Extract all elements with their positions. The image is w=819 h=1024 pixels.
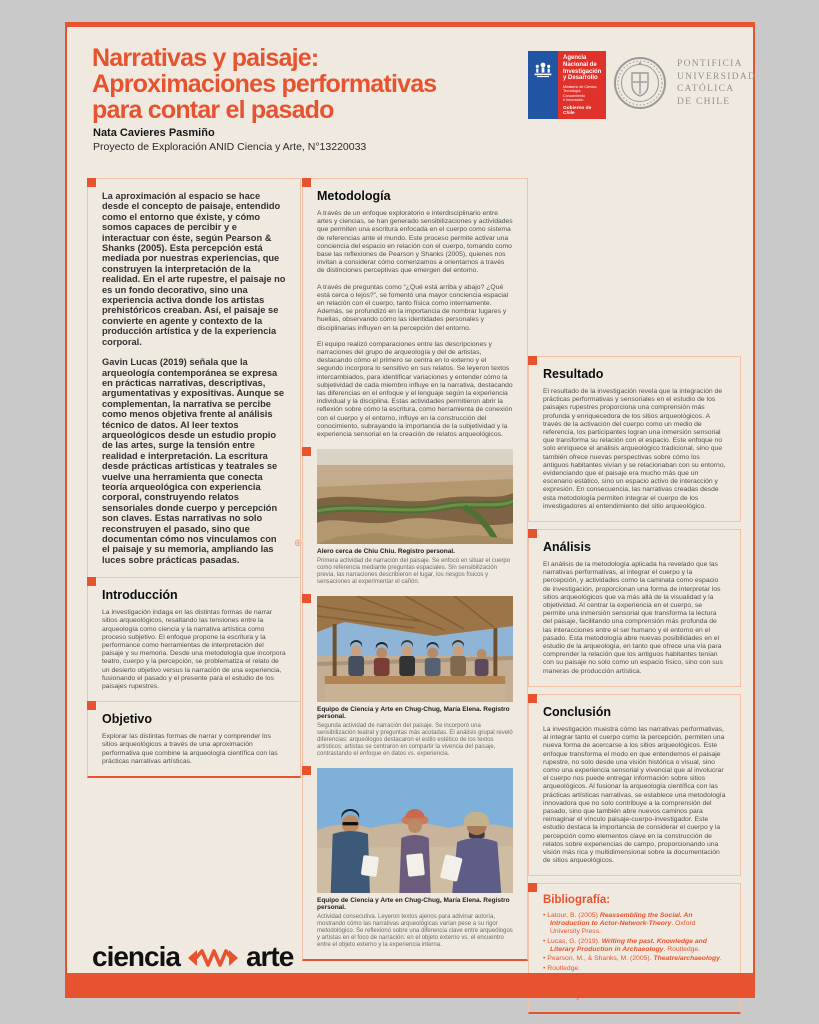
section-analisis bbox=[528, 529, 741, 687]
uc-logo bbox=[612, 55, 756, 111]
bibliography-item bbox=[543, 955, 726, 963]
project-id: Proyecto de Exploración ANID Ciencia y Arte, N°13220033 bbox=[93, 141, 367, 153]
figure-description: Primera actividad de narración del paisaje. Se enfocó en situar el cuerpo como referencia mediante preguntas espaciales. Sin sensibilización previa, las narraciones describieron el lugar, los riesgos físicos y sensaciones al experimentar el cañón. bbox=[317, 558, 511, 586]
bibliography-item bbox=[543, 965, 726, 973]
bib-pre: Pearson, M., & Shanks, M. (2005). bbox=[547, 955, 654, 963]
right-column bbox=[528, 178, 741, 1021]
anid-agency-line: y Desarrollo bbox=[563, 75, 598, 82]
photo-shelter-illustration bbox=[317, 596, 513, 702]
section-body: El resultado de la investigación revela que la integración de prácticas performativas y sensoriales en el estudio de los paisajes rupestres proporciona una comprensión más profunda y enriquecedora de los sitios arqueológicos. A través de la activación del cuerpo como un medio de referencia, los participantes logran una inmersión sensorial que transforma su relación con el espacio. Este enfoque no solo enriquece el análisis arqueológico tradicional, sino que también ofrece nuevas perspectivas sobre cómo los antiguos habitantes vivían y se relacionaban con su entorno, evidenciando que el paisaje era mucho más que un escenario estático, sino un espacio activo de interacción y expresión. En consecuencia, las narrativas creadas desde esta metodología permiten integrar el cuerpo de los investigadores al entendimiento del sitio arqueológico. bbox=[543, 388, 726, 510]
anid-ministry-line: e Innovación bbox=[563, 97, 584, 102]
figure-caption: Equipo de Ciencia y Arte en Chug-Chug, María Elena. Registro personal. bbox=[317, 897, 510, 912]
abstract-paragraph-2: Gavin Lucas (2019) señala que la arqueología contemporánea se expresa en prácticas narrativas, descriptivas, argumentativas y expositivas. Aunque se complementan, la narrativa se percibe como menos objetiva frente al análisis técnico de datos. Al leer textos arqueológicos desde un estudio propio de las artes, surge la tensión entre realidad e interpretación. La escritura desde prácticas artísticas y teatrales se vuelve una herramienta que conecta teoría arqueológica con experiencia corporal, construyendo relatos sensoriales donde cuerpo y percepción son claves. Estas narrativas no solo reconstruyen el pasado, sino que documentan cómo nos vinculamos con el paisaje y su memoria, ampliando las luces sobre prácticas pasadas. bbox=[102, 357, 285, 565]
figure-caption: Alero cerca de Chiu Chiu. Registro personal. bbox=[317, 548, 455, 556]
section-heading: Objetivo bbox=[102, 712, 153, 727]
photo-reading-illustration bbox=[317, 768, 513, 893]
uc-name-line: UNIVERSIDAD bbox=[677, 71, 757, 82]
logo-word-ciencia: ciencia bbox=[92, 941, 180, 972]
figure-reading-group bbox=[317, 768, 513, 949]
section-body: Explorar las distintas formas de narrar y comprender los sitios arqueológicos a través de una aproximación performativa que combine la arqueología científica con las prácticas narrativas artísticas. bbox=[102, 733, 278, 765]
section-metodologia bbox=[302, 178, 528, 961]
bib-title: Theatre/archaeology bbox=[653, 955, 720, 963]
section-conclusion bbox=[528, 694, 741, 876]
uc-crest-icon bbox=[612, 55, 668, 111]
section-body: El equipo realizó comparaciones entre las descripciones y narraciones del grupo de arqueología y del de artistas, destacando cómo el primero se centra en lo externo y el segundo incorpora lo sensitivo en sus relatos. Se leyeron textos intercambiados, para identificar variaciones y entender cómo la subjetividad de cada miembro influye en la narrativa, destacando las diferencias en el enfoque y el lenguaje según la experiencia individual y la disciplina. Estas actividades permitieron abrir la reflexión sobre cómo la escritura, como herramienta de conexión con el cuerpo y el entorno, influye en la construcción del conocimiento, subrayando la importancia de la subjetividad y la experiencia sensorial en la creación de relatos arqueológicos. bbox=[317, 340, 513, 439]
anid-emblem-icon bbox=[528, 51, 558, 119]
section-objetivo bbox=[87, 701, 301, 778]
bibliography-item bbox=[543, 912, 726, 935]
bib-pre: Routledge. bbox=[547, 965, 581, 973]
figure-team-shelter bbox=[317, 596, 513, 758]
section-heading: Introducción bbox=[102, 588, 178, 603]
figure-caption: Equipo de Ciencia y Arte en Chug-Chug, María Elena. Registro personal. bbox=[317, 706, 510, 721]
section-body: La investigación indaga en las distintas formas de narrar sitios arqueológicos, resaltando las tensiones entre la arqueología como ciencia y la narrativa artística como proceso subjetivo. El enfoque propone la escritura y la performance como herramientas de interpretación del paisaje y su memoria. Desde una metodología que incorpora teatro, cuerpo y la percepción, se problematiza el relato de un desierto objetivo versus la narración de una experiencia, fusionando el pasado y el presente para el estudio de los paisajes rupestres. bbox=[102, 609, 286, 691]
section-body: El análisis de la metodología aplicada ha revelado que las narrativas performativas, al integrar el cuerpo y la percepción, y actividades como la caminata como espacio de investigación, proporcionan una forma de interpretar los sitios arqueológicos que va más allá de la visualidad y la objetividad. Al centrar la experiencia en el cuerpo, se permite una inmersión sensorial que transforma la lectura del paisaje, facilitando una comprensión más profunda de las interacciones entre el ser humano y el entorno en el pasado. Esta metodología abre nuevas posibilidades en el estudio de la arqueología, en tanto que ofrece una vía para comprender la relación que los antiguos habitantes tenían con su paisaje no solo como un espacio físico, sino con sus maneras de producción artística. bbox=[543, 561, 723, 675]
bib-post: . Oxford University Press. bbox=[550, 920, 696, 935]
uc-name-line: DE CHILE bbox=[677, 96, 731, 107]
anid-agency-line: Investigación bbox=[563, 68, 602, 75]
uc-name bbox=[677, 58, 756, 108]
ciencia-arte-logo bbox=[92, 941, 293, 973]
bib-post: . bbox=[719, 955, 722, 963]
bib-post: . Routledge. bbox=[663, 945, 701, 953]
figure-description: Segunda actividad de narración del paisaje. Se incorporó una sensibilización teatral y preguntas más acotadas. El análisis grupal reveló diferencias: arqueólogos destacaron el estilo estético de los textos artísticos; artistas se centraron en compartir la vivencia del paisaje, contrastando el enfoque en datos vs. experiencia. bbox=[317, 723, 513, 758]
bib-pre: Latour, B. (2005) bbox=[547, 912, 600, 920]
poster bbox=[65, 22, 755, 998]
section-body: A través de un enfoque exploratorio e interdisciplinario entre artes y ciencias, se han generado sensibilizaciones y actividades que permiten una escritura enfocada en el cuerpo como sistema de referencias ante el mundo. Este proceso permite activar una conciencia del espacio en relación con el cuerpo, tomando como base las reflexiones de Pearson y Shanks (2005), quienes nos invitan a considerar cómo comenzamos a orientarnos a través de distinciones perceptivas que emergen del entorno. bbox=[317, 210, 513, 275]
bibliography-heading: Bibliografía: bbox=[543, 894, 611, 907]
section-heading: Análisis bbox=[543, 540, 591, 555]
page-title bbox=[92, 45, 436, 123]
anid-agency-line: Agencia bbox=[563, 55, 587, 61]
middle-column bbox=[302, 178, 528, 961]
anid-agency-line: Nacional de bbox=[563, 61, 597, 68]
abstract-paragraph-1: La aproximación al espacio se hace desde el concepto de paisaje, entendido como el entorno que éxiste, y cómo somos capaces de percibir y e interactuar con éste, según Pearson & Shanks (2005). Esta percepción está mediada por nuestras experiencias, que construyen la interpretación de la realidad. En el arte rupestre, el paisaje no es un fondo decorativo, sino una experiencia activa donde los artistas prehistóricos creaban. Así, el paisaje se convierte en agente y contexto de la producción artística y de la experiencia corporal. bbox=[102, 191, 286, 347]
uc-name-line: PONTIFICIA bbox=[677, 59, 743, 69]
section-resultado bbox=[528, 356, 741, 522]
bib-title: Reassembling the Social. An Introduction to Actor-Network-Theory bbox=[550, 912, 693, 928]
logo-word-arte: arte bbox=[245, 941, 294, 972]
abstract-box bbox=[87, 178, 301, 578]
section-body: La investigación muestra cómo las narrativas performativas, al integrar tanto el cuerpo como la percepción, permiten una nueva forma de acercarse a los sitios arqueológicos. Este enfoque transforma el modo en que entendemos el paisaje rupestre, no solo desde una visión histórica o visual, sino como una experiencia sensorial y vivencial que al involucrar el cuerpo nos puede entregar información sobre sitios arqueológicos. Al fusionar la arqueología científica con las prácticas artísticas narrativas, se establece una metodología innovadora que no solo contribuye a la comprensión del pasado, sino que también abre nuevos caminos para reimaginar el vínculo paisaje-cuerpo-investigador. Este estudio destaca la importancia de considerar el cuerpo y la percepción como elementos clave en la construcción de relatos sobre experiencias de campo, proporcionando una visión más rica y multidimensional sobre la documentación de sitios arqueológicos. bbox=[543, 725, 726, 865]
title-line-1: Narrativas y paisaje: bbox=[92, 44, 319, 72]
bibliography-item bbox=[543, 938, 726, 954]
anid-logo bbox=[528, 51, 606, 119]
section-introduccion bbox=[87, 577, 301, 702]
squiggle-arrows-icon bbox=[184, 946, 242, 970]
bib-pre: Lucas, G. (2019). bbox=[547, 937, 602, 945]
poster-bottom-bar bbox=[65, 973, 755, 998]
figure-description: Actividad consecutiva. Leyeron textos ajenos para adivinar autoría, mostrando cómo las narrativas arqueológicas varían pese a su rigor metodológico. Se reflexionó sobre una diferencia clave entre arqueólogos y artistas en el foco de narración: en el objeto externo vs. el encuentro entre el objeto externo y la experiencia interna. bbox=[317, 914, 513, 949]
left-column bbox=[87, 178, 301, 778]
section-body: A través de preguntas como “¿Qué está arriba y abajo? ¿Qué está cerca o lejos?”, se fomentó una mayor conciencia espacial en relación con el cuerpo, tanto física como internamente. Además, se profundizó en la importancia de nombrar lugares y huellas, observando cómo las identidades personales y disciplinarias influyen en la percepción del entorno. bbox=[317, 283, 509, 332]
title-line-3: para contar el pasado bbox=[92, 96, 334, 124]
anid-ministry-line: Tecnología, Conocimiento bbox=[563, 89, 585, 98]
section-heading: Conclusión bbox=[543, 704, 612, 719]
title-line-2: Aproximaciones performativas bbox=[92, 70, 437, 98]
anid-ministry-line: Ministerio de Ciencia, bbox=[563, 85, 598, 90]
author-name: Nata Cavieres Pasmiño bbox=[93, 127, 215, 139]
photo-canyon-illustration bbox=[317, 449, 513, 544]
section-heading: Metodología bbox=[317, 189, 391, 203]
figure-canyon bbox=[317, 449, 513, 586]
registration-mark-icon: ⊕ bbox=[294, 538, 303, 549]
section-heading: Resultado bbox=[543, 367, 604, 381]
uc-name-line: CATÓLICA bbox=[677, 84, 735, 94]
bib-title: Writing the past. Knowledge and Literary Production in Archaeology bbox=[550, 937, 707, 953]
anid-text-panel bbox=[558, 51, 606, 119]
anid-government-label: Gobierno de Chile bbox=[563, 106, 592, 116]
